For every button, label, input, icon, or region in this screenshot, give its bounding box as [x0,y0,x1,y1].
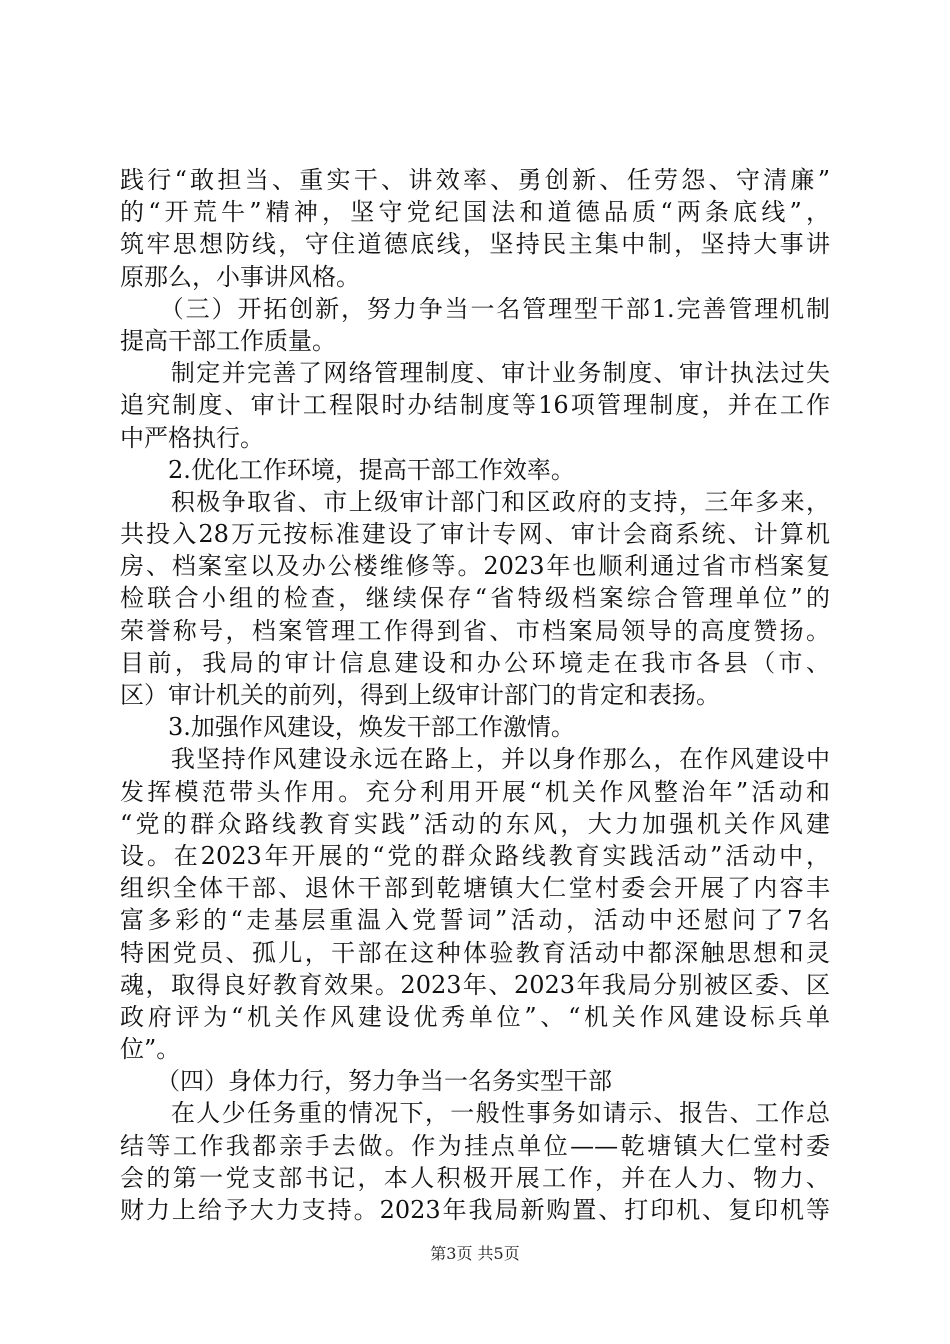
text-line: 共投入28万元按标准建设了审计专网、审计会商系统、计算机 [120,520,830,549]
text-line: 2.优化工作环境，提高干部工作效率。 [120,455,575,484]
text-line: 魂，取得良好教育效果。2023年、2023年我局分别被区委、区 [120,970,830,999]
text-line: 我坚持作风建设永远在路上，并以身作那么，在作风建设中 [120,745,830,774]
text-line: 的“开荒牛”精神，坚守党纪国法和道德品质“两条底线”， [120,198,830,227]
text-line: 制定并完善了网络管理制度、审计业务制度、审计执法过失 [120,359,830,388]
text-line: “党的群众路线教育实践”活动的东风，大力加强机关作风建 [120,809,830,838]
text-line: 追究制度、审计工程限时办结制度等16项管理制度，并在工作 [120,391,830,420]
text-line: 3.加强作风建设，焕发干部工作激情。 [120,713,575,742]
text-line: 结等工作我都亲手去做。作为挂点单位——乾塘镇大仁堂村委 [120,1131,830,1160]
text-line: 会的第一党支部书记，本人积极开展工作，并在人力、物力、 [120,1163,830,1192]
text-line: 特困党员、孤儿，干部在这种体验教育活动中都深触思想和灵 [120,938,830,967]
text-line: 积极争取省、市上级审计部门和区政府的支持，三年多来， [120,487,830,516]
text-line: 中严格执行。 [120,423,264,452]
text-line: （四）身体力行，努力争当一名务实型干部 [120,1067,612,1096]
text-line: 房、档案室以及办公楼维修等。2023年也顺利通过省市档案复 [120,552,830,581]
page-footer: 第3页 共5页 [430,1244,520,1263]
text-line: 设。在2023年开展的“党的群众路线教育实践活动”活动中， [120,841,830,870]
text-line: 原那么，小事讲风格。 [120,262,360,291]
text-line: （三）开拓创新，努力争当一名管理型干部1.完善管理机制 [120,294,830,323]
text-line: 荣誉称号，档案管理工作得到省、市档案局领导的高度赞扬。 [120,616,830,645]
text-line: 目前，我局的审计信息建设和办公环境走在我市各县（市、 [120,648,830,677]
text-line: 区）审计机关的前列，得到上级审计部门的肯定和表扬。 [120,681,720,709]
text-line: 财力上给予大力支持。2023年我局新购置、打印机、复印机等 [120,1196,830,1224]
document-body [120,164,830,1226]
text-line: 提高干部工作质量。 [120,326,336,355]
text-line: 检联合小组的检查，继续保存“省特级档案综合管理单位”的 [120,584,830,613]
text-line: 在人少任务重的情况下，一般性事务如请示、报告、工作总 [120,1099,830,1128]
text-line: 富多彩的“走基层重温入党誓词”活动，活动中还慰问了7名 [120,906,830,935]
text-line: 践行“敢担当、重实干、讲效率、勇创新、任劳怨、守清廉” [120,166,830,194]
text-line: 组织全体干部、退休干部到乾塘镇大仁堂村委会开展了内容丰 [120,874,830,903]
text-line: 位”。 [120,1035,181,1064]
text-line: 筑牢思想防线，守住道德底线，坚持民主集中制，坚持大事讲 [120,230,830,259]
text-line: 发挥模范带头作用。充分利用开展“机关作风整治年”活动和 [120,777,830,806]
text-line: 政府评为“机关作风建设优秀单位”、“机关作风建设标兵单 [120,1002,830,1031]
